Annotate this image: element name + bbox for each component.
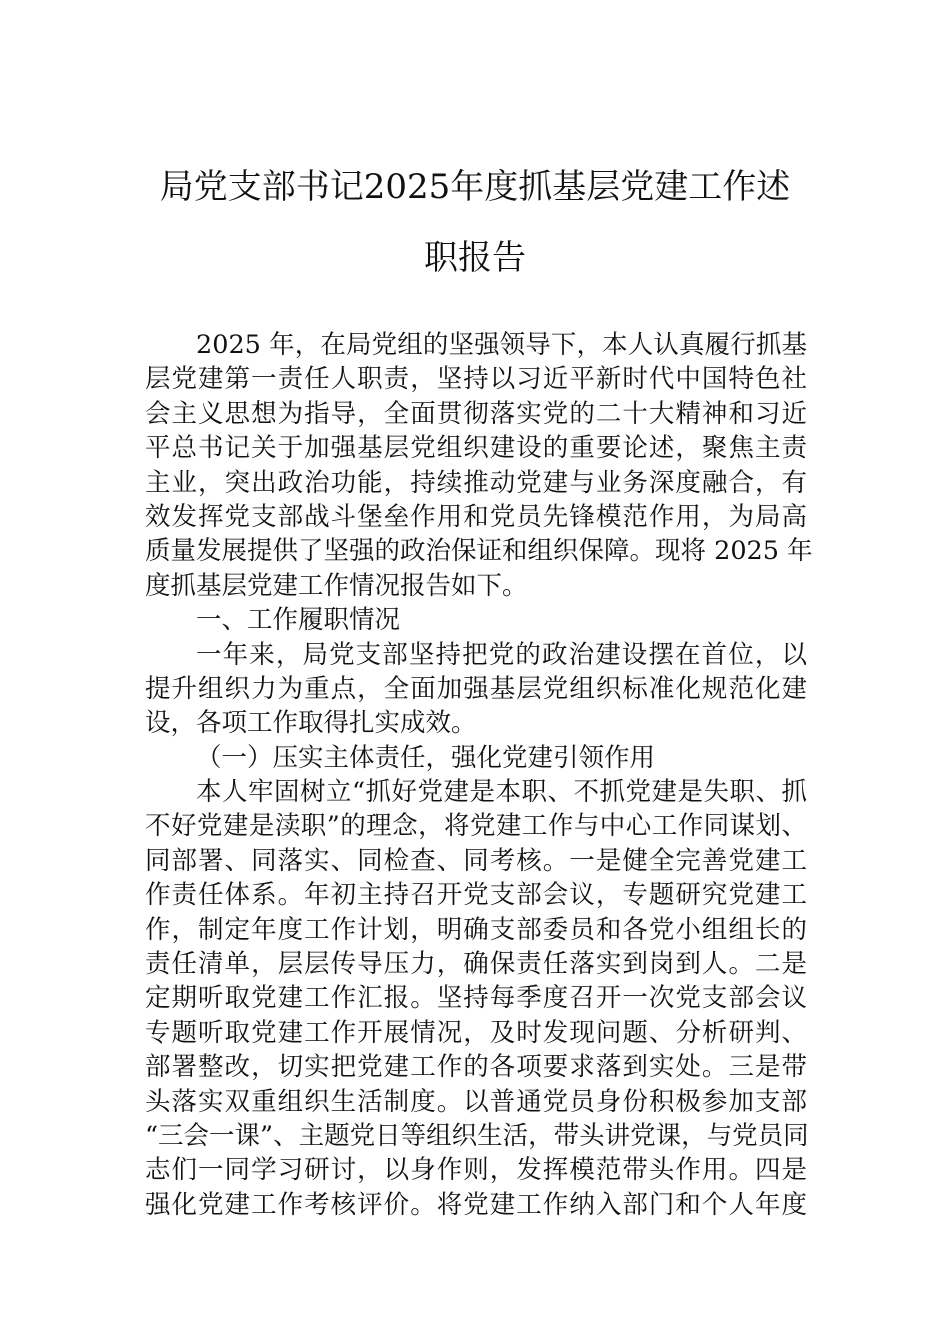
text-line: 质量发展提供了坚强的政治保证和组织保障。现将 2025 年 xyxy=(145,536,813,567)
text-line: 部署整改，切实把党建工作的各项要求落到实处。三是带 xyxy=(145,1052,807,1083)
text-line: 会主义思想为指导，全面贯彻落实党的二十大精神和习近 xyxy=(145,398,807,429)
paragraph xyxy=(145,638,807,741)
text-line: 本人牢固树立“抓好党建是本职、不抓党建是失职、抓 xyxy=(196,777,807,808)
text-line: 头落实双重组织生活制度。以普通党员身份积极参加支部 xyxy=(145,1086,807,1117)
text-line: 责任清单，层层传导压力，确保责任落实到岗到人。二是 xyxy=(145,949,807,980)
text-line: 度抓基层党建工作情况报告如下。 xyxy=(145,570,528,601)
document-body xyxy=(145,328,813,1222)
document-title-line-2: 职报告 xyxy=(424,238,526,278)
text-line: 一、工作履职情况 xyxy=(196,605,401,636)
text-line: 作责任体系。年初主持召开党支部会议，专题研究党建工 xyxy=(145,880,807,911)
text-line: 2025 年，在局党组的坚强领导下，本人认真履行抓基 xyxy=(196,330,807,360)
paragraph xyxy=(145,775,807,1222)
text-line: 设，各项工作取得扎实成效。 xyxy=(145,708,477,739)
text-line: 一年来，局党支部坚持把党的政治建设摆在首位，以 xyxy=(196,639,807,670)
text-line: 专题听取党建工作开展情况，及时发现问题、分析研判、 xyxy=(145,1017,807,1048)
text-line: 层党建第一责任人职责，坚持以习近平新时代中国特色社 xyxy=(145,364,807,395)
text-line: 效发挥党支部战斗堡垒作用和党员先锋模范作用，为局高 xyxy=(145,501,807,532)
section-heading xyxy=(145,603,807,637)
section-heading xyxy=(145,741,807,775)
text-line: 定期听取党建工作汇报。坚持每季度召开一次党支部会议 xyxy=(145,983,807,1014)
text-line: 志们一同学习研讨，以身作则，发挥模范带头作用。四是 xyxy=(145,1155,807,1186)
text-line: 平总书记关于加强基层党组织建设的重要论述，聚焦主责 xyxy=(145,433,807,464)
text-line: 同部署、同落实、同检查、同考核。一是健全完善党建工 xyxy=(145,845,807,876)
text-line: 主业，突出政治功能，持续推动党建与业务深度融合，有 xyxy=(145,467,807,498)
text-line: （一）压实主体责任，强化党建引领作用 xyxy=(196,742,656,773)
document-title-line-1: 局党支部书记2025年度抓基层党建工作述 xyxy=(159,167,791,207)
text-line: 强化党建工作考核评价。将党建工作纳入部门和个人年度 xyxy=(145,1189,807,1220)
text-line: 不好党建是渎职”的理念，将党建工作与中心工作同谋划、 xyxy=(145,811,807,842)
paragraph xyxy=(145,328,813,603)
text-line: “三会一课”、主题党日等组织生活，带头讲党课，与党员同 xyxy=(145,1120,809,1151)
text-line: 作，制定年度工作计划，明确支部委员和各党小组组长的 xyxy=(145,914,807,945)
text-line: 提升组织力为重点，全面加强基层党组织标准化规范化建 xyxy=(145,673,807,704)
